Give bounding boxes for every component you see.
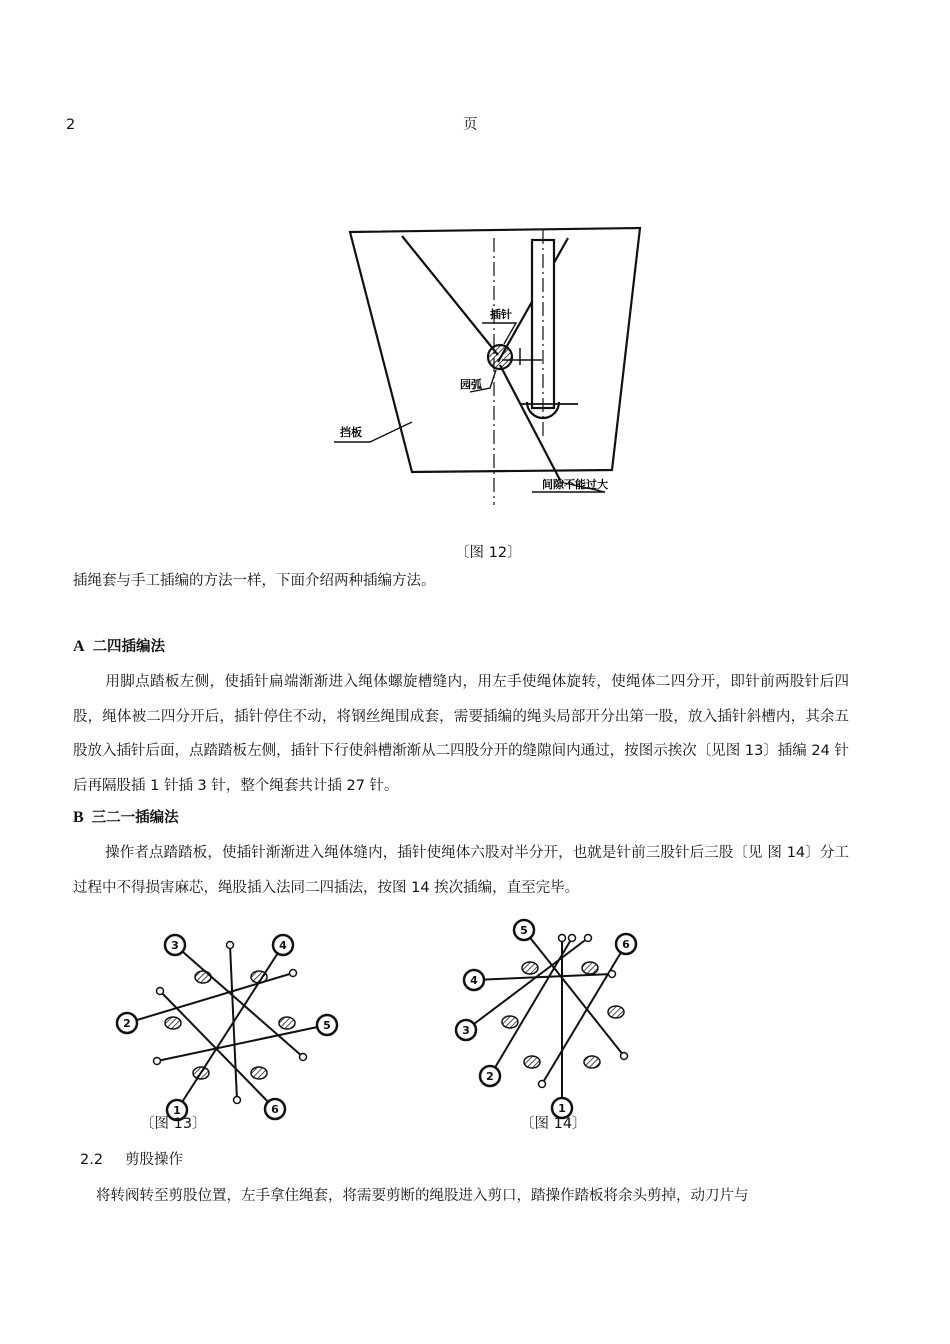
- section-22-heading: [80, 1150, 183, 1170]
- figure-14-diagram: [450, 912, 660, 1122]
- section-b-letter: B: [73, 809, 84, 826]
- fig13-num-6: 6: [271, 1103, 279, 1116]
- intro-text: 插绳套与手工插编的方法一样，下面介绍两种插编方法。: [73, 573, 436, 589]
- figure-13-diagram: [105, 925, 365, 1125]
- section-22-title: 剪股操作: [125, 1152, 184, 1168]
- label-gap: 间隙不能过大: [542, 478, 608, 491]
- page-label: 页: [463, 117, 478, 133]
- needle-section-icon: [488, 345, 512, 369]
- fig14-num-6: 6: [622, 938, 630, 951]
- section-a-letter: A: [73, 638, 85, 655]
- section-22-number: 2.2: [80, 1152, 104, 1168]
- fig14-num-4: 4: [470, 974, 478, 987]
- label-needle: 插针: [490, 308, 512, 321]
- section-a-body: 用脚点踏板左侧，使插针扁端渐渐进入绳体螺旋槽缝内，用左手使绳体旋转，使绳体二四分开，即针前两股针后四股，绳体被二四分开后，插针停住不动，将钢丝绳围成套，需要插编的绳头局部开分出第一股，放入插针斜槽内，其余五股放入插针后面，点踏踏板左侧，插针下行使斜槽渐渐从二四股分开的缝隙间内通过，按图示挨次〔见图 13〕插编 24 针后再隔股插 1 针插 3 针，整个绳套共计插 27 针。: [73, 674, 849, 794]
- figure-12-caption: 〔图 12〕: [455, 545, 522, 561]
- figure-14-caption: 〔图 14〕: [520, 1116, 587, 1132]
- fig13-num-4: 4: [279, 939, 287, 952]
- section-a-heading: [73, 637, 165, 657]
- fig13-num-3: 3: [171, 939, 179, 952]
- section-b-heading: [73, 808, 179, 828]
- section-a-title: 二四插编法: [92, 639, 166, 655]
- fig13-num-1: 1: [173, 1104, 181, 1117]
- section-b-body: 操作者点踏踏板，使插针渐渐进入绳体缝内，插针使绳体六股对半分开，也就是针前三股针后三股〔见 图 14〕分工过程中不得损害麻芯，绳股插入法同二四插法，按图 14 挨次插编，直至完毕。: [73, 845, 849, 896]
- fig13-num-2: 2: [123, 1017, 131, 1030]
- fig14-num-1: 1: [558, 1102, 566, 1115]
- section-22-body: 将转阀转至剪股位置，左手拿住绳套，将需要剪断的绳股进入剪口，踏操作踏板将余头剪掉，动刀片与: [96, 1188, 749, 1204]
- label-baffle: 挡板: [340, 426, 362, 439]
- section-b-body-block: [73, 836, 849, 905]
- guide-line-left: [402, 236, 498, 355]
- fig14-num-2: 2: [486, 1070, 494, 1083]
- figure-13-caption: 〔图 13〕: [140, 1116, 207, 1132]
- section-a-body-block: [73, 665, 849, 803]
- label-arc: 园弧: [460, 378, 482, 391]
- figure-12-diagram: [320, 220, 660, 520]
- fig14-num-5: 5: [520, 924, 528, 937]
- section-b-title: 三二一插编法: [91, 810, 179, 826]
- fig13-num-5: 5: [323, 1019, 331, 1032]
- fig14-num-3: 3: [462, 1024, 470, 1037]
- page-number: 2: [66, 117, 76, 133]
